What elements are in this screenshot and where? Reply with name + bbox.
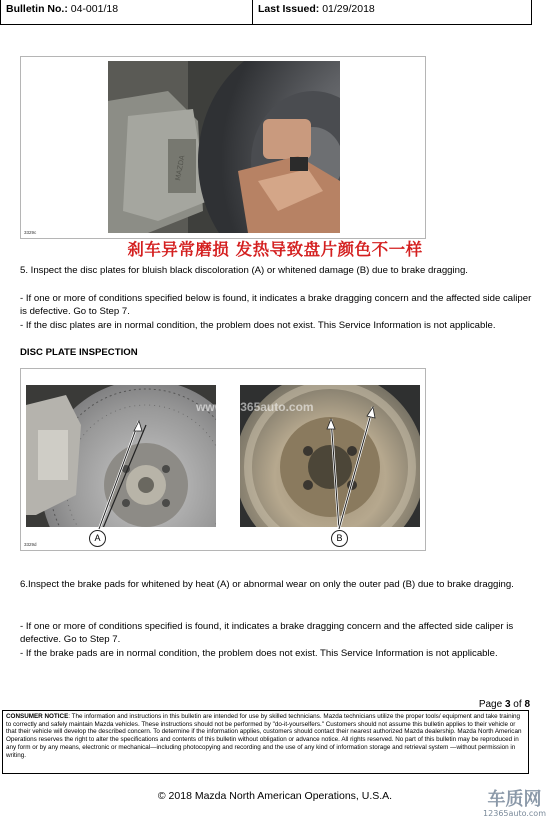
site-watermark	[483, 790, 546, 818]
bulletin-header	[0, 0, 532, 25]
last-issued-value: 01/29/2018	[322, 3, 375, 15]
page-number	[479, 699, 530, 710]
figure-disc-plates-frame	[20, 368, 426, 551]
consumer-notice	[2, 710, 529, 774]
site-watermark-domain: 12365auto.com	[483, 809, 546, 818]
consumer-notice-label: CONSUMER NOTICE	[6, 713, 69, 720]
copyright-footer: © 2018 Mazda North American Operations, U.S.A.	[157, 790, 393, 802]
step6-condition-normal: - If the brake pads are in normal condition, the problem does not exist. This Service Information is not applicable.	[20, 648, 498, 659]
page-prefix: Page	[478, 699, 505, 710]
bulletin-number-value: 04-001/18	[70, 3, 119, 15]
photo-watermark: www.12365auto.com	[196, 400, 314, 414]
callout-a-label: A	[94, 533, 101, 543]
caliper-photo	[108, 61, 340, 233]
figure-number: 3329c	[24, 230, 37, 235]
step5-condition-normal: - If the disc plates are in normal condition, the problem does not exist. This Service Information is not applicable.	[20, 320, 496, 331]
callout-a	[89, 530, 106, 547]
step6-instruction: 6.Inspect the brake pads for whitened by heat (A) or abnormal wear on only the outer pad (B) due to brake dragging.	[20, 579, 514, 590]
bulletin-number-cell	[1, 0, 253, 24]
callout-lines	[21, 369, 427, 552]
bulletin-number-label: Bulletin No.:	[6, 3, 68, 15]
site-watermark-brand: 车质网	[487, 789, 542, 810]
callout-b-label: B	[336, 533, 343, 543]
consumer-notice-text: : The information and instructions in this bulletin are intended for use by skilled technicians. Mazda technicians utilize the proper tools/ equipment and take training to correctly and safely maintain Mazda vehicles. These instructions should not be performed by "do-it-yourselfers." Customers should not assume this bulletin applies to their vehicle or that their vehicle will develop the described concern. To determine if the information applies, customers should contact their nearest authorized Mazda dealership. Mazda North American Operations reserves the right to alter the specifications and contents of this bulletin without obligation or advance notice. All rights reserved. No part of this bulletin may be reproduced in any form or by any means, electronic or mechanical—including photocopying and recording and the use of any kind of information storage and retrieval system —without permission in writing.	[6, 713, 522, 759]
step6-condition-found: - If one or more of conditions specified is found, it indicates a brake dragging concern and the affected side caliper is defective. Go to Step 7.	[20, 621, 514, 646]
section-title-disc-plate: DISC PLATE INSPECTION	[20, 347, 138, 358]
step5-instruction: 5. Inspect the disc plates for bluish black discoloration (A) or whitened damage (B) due to brake dragging.	[20, 265, 468, 276]
page-total: 8	[524, 699, 530, 710]
chinese-caption: 刹车异常磨损 发热导致盘片颜色不一样	[127, 240, 423, 259]
step5-condition-found: - If one or more of conditions specified below is found, it indicates a brake dragging concern and the affected side caliper is defective. Go to Step 7.	[20, 293, 532, 318]
page-of: of	[510, 699, 525, 710]
page-current: 3	[504, 699, 511, 710]
callout-b	[331, 530, 348, 547]
last-issued-label: Last Issued:	[258, 3, 320, 15]
figure-caliper-frame	[20, 56, 426, 239]
figure-number: 3329d	[24, 542, 37, 547]
last-issued-cell	[253, 0, 531, 24]
svg-text:MAZDA: MAZDA	[174, 154, 187, 182]
caliper-photo-image	[108, 61, 340, 233]
